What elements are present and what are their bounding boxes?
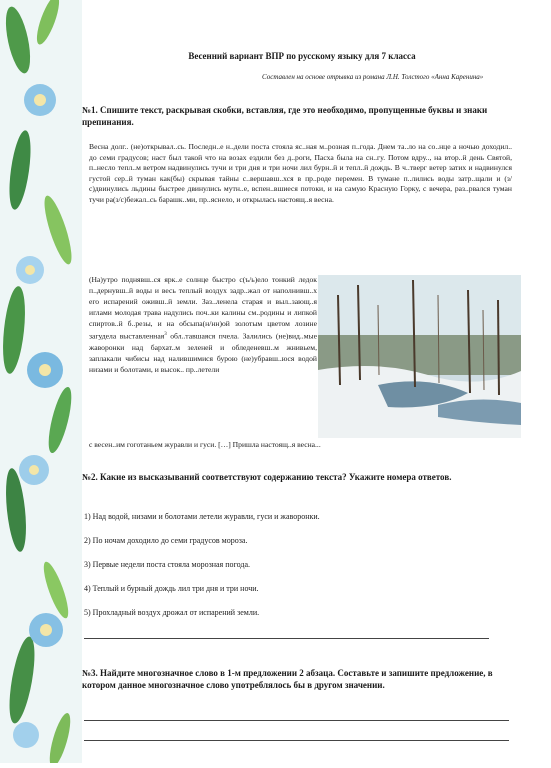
task2-options — [82, 512, 512, 632]
footnote-mark: 3 — [164, 332, 167, 337]
task1-heading: №1. Спишите текст, раскрывая скобки, вставляя, где это необходимо, пропущенные буквы и знаки препинания. — [82, 105, 488, 127]
painting-art — [318, 275, 521, 438]
spring-landscape-painting — [318, 275, 521, 438]
task1-paragraph-2 — [89, 274, 317, 375]
task1-paragraph-2-tail: с весен..им гоготаньем журавли и гуси. […] Пришла настоящ..я весна... — [89, 440, 321, 449]
task2-option-5: 5) Прохладный воздух дрожал от испарений земли. — [84, 608, 260, 617]
task2-heading: №2. Какие из высказываний соответствуют содержанию текста? Укажите номера ответов. — [82, 472, 452, 482]
answer-line-task2[interactable] — [84, 638, 489, 639]
answer-line-task3-2[interactable] — [84, 740, 509, 741]
task1-paragraph-1: Весна долг.. (не)открывал..сь. Последн..е н..дели поста стояла яс..ная м..розная п..года. Днем та..ло на со..нце а ночью доходил.. до семи градусов; наст был такой что на возах ездили без д..роги, Пасха была на сн..гу. Потом вдру.., на втор..й день Святой, п..несло тепл..м ветром надвинулись тучи и три дня и три ночи лил бурн..й и тепл..й дождь. В ч..тверг ветер затих и надвинулся густой сер..й туман как(бы) скрывая тайны с..вершавш..хся в пр..роде перемен. В тумане п..лились воды затр..щали и (з/с)двинулись льдины быстрее двинулись мутн..е, вспен..вшиеся потоки, и на самую Красную Горку, с вечера, раз..рвался туман тучи ра(з/с)бежал..сь барашк..ми, пр..яснело, и открылась настоящ..я весна. — [89, 142, 512, 204]
task2-option-2: 2) По ночам доходило до семи градусов мороза. — [84, 536, 248, 545]
answer-line-task3-1[interactable] — [84, 720, 509, 721]
task3-heading: №3. Найдите многозначное слово в 1-м предложении 2 абзаца. Составьте и запишите предложение, в котором данное многозначное слово употреблялось бы в другом значении. — [82, 668, 493, 690]
worksheet-page — [82, 0, 522, 763]
page-subtitle: Составлен на основе отрывка из романа Л.Н. Толстого «Анна Каренина» — [262, 73, 484, 81]
task1-paragraph-2-main: (На)утро поднявш..ся ярк..е солнце быстро с(ъ/ь)ело тонкий ледок п..дернувш..й воды и весь теплый воздух задр..жал от наполнивш..х его испарений оживш..й земли. Заз..ленела старая и выл..зающ..я иглами молодая трава надулись поч..ки калины см..родины и липкой спиртов..й б..резы, и на обсыпа(н/нн)ой золотым цветом лозине загудела выставленная — [89, 275, 317, 341]
page-title: Весенний вариант ВПР по русскому языку для 7 класса — [188, 51, 416, 61]
floral-border — [0, 0, 82, 763]
task1-paragraph-2-cont: обл..тавшаяся пчела. Залились (не)вид..мые жаворонки над бархат..м зеленей и обледеневш..м жнивьем, заплакали чибисы над налившимися бурою (не)убравш..юся водой низами и болотами, и высок.. пр..летели — [89, 331, 317, 374]
floral-border-art — [0, 0, 82, 763]
task2-option-3: 3) Первые недели поста стояла морозная погода. — [84, 560, 250, 569]
task2-option-1: 1) Над водой, низами и болотами летели журавли, гуси и жаворонки. — [84, 512, 320, 521]
task2-option-4: 4) Теплый и бурный дождь лил три дня и три ночи. — [84, 584, 259, 593]
